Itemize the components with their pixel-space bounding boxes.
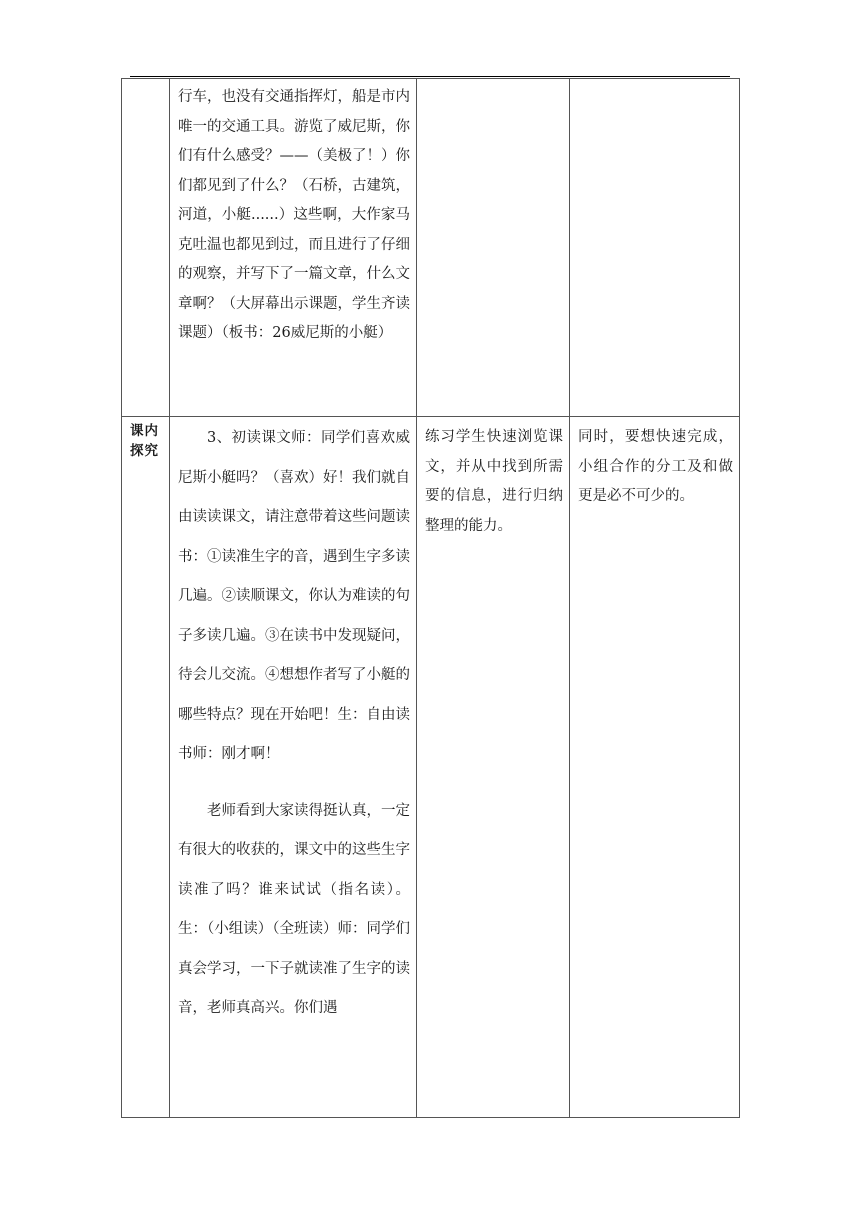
table-row-continuation [122, 79, 740, 417]
row-label [122, 79, 169, 81]
design-intent-text [417, 79, 569, 83]
design-intent-text: 练习学生快速浏览课文，并从中找到所需要的信息，进行归纳整理的能力。 [425, 429, 563, 534]
section-label-line2: 探究 [130, 443, 159, 459]
notes-text: 同时，要想快速完成，小组合作的分工及和做更是必不可少的。 [578, 429, 733, 504]
notes-cell [570, 79, 740, 417]
notes-text [570, 79, 739, 83]
design-intent-cell [417, 417, 570, 1118]
teacher-activity-text: 行车，也没有交通指挥灯，船是市内唯一的交通工具。游览了威尼斯，你们有什么感受？——（美极了！）你们都见到了什么？（石桥，古建筑，河道，小艇......）这些啊，大作家马克吐温也都见到过，而且进行了仔细的观察，并写下了一篇文章，什么文章啊？（大屏幕出示课题，学生齐读课题）（板书：26威尼斯的小艇） [178, 89, 410, 341]
lesson-plan-table [121, 78, 740, 1118]
row-label-cell [122, 79, 170, 417]
reading-paragraph-2: 老师看到大家读得挺认真，一定有很大的收获的，课文中的这些生字读准了吗？谁来试试（指名读）。生：（小组读）（全班读）师：同学们真会学习，一下子就读准了生字的读音，老师真高兴。你们遇 [178, 802, 410, 1016]
reading-paragraph-1: 3、初读课文师：同学们喜欢威尼斯小艇吗？（喜欢）好！我们就自由读读课文，请注意带着这些问题读书：①读准生字的音，遇到生字多读几遍。②读顺课文，你认为难读的句子多读几遍。③在读书中发现疑问，待会儿交流。④想想作者写了小艇的哪些特点？现在开始吧！生：自由读书师：刚才啊！ [178, 430, 410, 762]
section-label-line1: 课内 [130, 423, 159, 439]
section-label-cell [122, 417, 170, 1118]
page-header-rule [130, 76, 730, 77]
teacher-activity-cell [170, 79, 417, 417]
table-row-in-class-inquiry [122, 417, 740, 1118]
teacher-activity-cell [170, 417, 417, 1118]
design-intent-cell [417, 79, 570, 417]
notes-cell [570, 417, 740, 1118]
